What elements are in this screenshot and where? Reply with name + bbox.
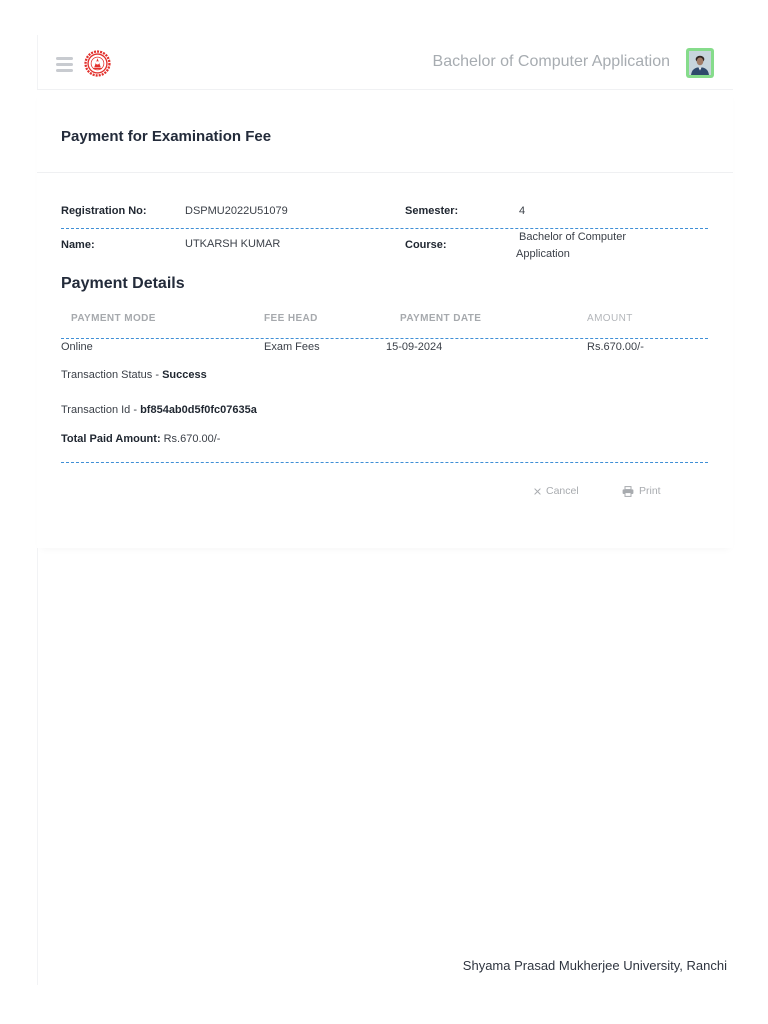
total-paid-amount [61,432,220,446]
total-paid-label: Total Paid Amount: [61,433,161,445]
column-header-payment-date: PAYMENT DATE [400,313,482,324]
transaction-id [61,403,257,417]
card-header-divider [37,172,733,173]
print-label: Print [639,485,661,497]
course-value: Bachelor of Computer Application [516,231,626,260]
footer-divider [61,462,708,463]
university-logo-icon[interactable] [84,50,111,77]
payment-card [37,90,733,548]
transaction-id-value: bf854ab0d5f0fc07635a [140,404,257,416]
table-header-divider [61,338,708,339]
print-button[interactable] [622,483,661,499]
top-header [37,35,733,90]
printer-icon [622,486,634,497]
transaction-status [61,368,207,382]
column-header-amount: AMOUNT [587,313,633,324]
course-label: Course: [405,239,447,251]
transaction-status-label: Transaction Status - [61,369,163,381]
transaction-status-value: Success [162,369,207,381]
name-label: Name: [61,239,95,251]
payment-details-heading: Payment Details [61,275,185,292]
cell-payment-mode: Online [61,341,93,353]
name-value: UTKARSH KUMAR [185,238,281,250]
registration-label: Registration No: [61,205,147,217]
cancel-label: Cancel [546,485,579,497]
column-header-fee-head: FEE HEAD [264,313,318,324]
column-header-payment-mode: PAYMENT MODE [71,313,156,324]
footer-university-name: Shyama Prasad Mukherjee University, Ranchi [462,958,727,973]
header-course-title: Bachelor of Computer Application [432,53,670,70]
user-avatar-icon[interactable] [686,48,714,78]
page-title: Payment for Examination Fee [61,128,272,145]
semester-value: 4 [519,205,526,217]
cell-payment-date: 15-09-2024 [386,341,443,353]
total-paid-value: Rs.670.00/- [163,433,221,445]
cell-fee-head: Exam Fees [264,341,320,353]
semester-label: Semester: [405,205,459,217]
hamburger-menu-icon[interactable] [56,57,73,72]
cell-amount: Rs.670.00/- [587,341,644,353]
close-icon [534,488,541,495]
registration-value: DSPMU2022U51079 [185,205,288,217]
transaction-id-label: Transaction Id - [61,404,141,416]
cancel-button[interactable] [534,483,579,499]
